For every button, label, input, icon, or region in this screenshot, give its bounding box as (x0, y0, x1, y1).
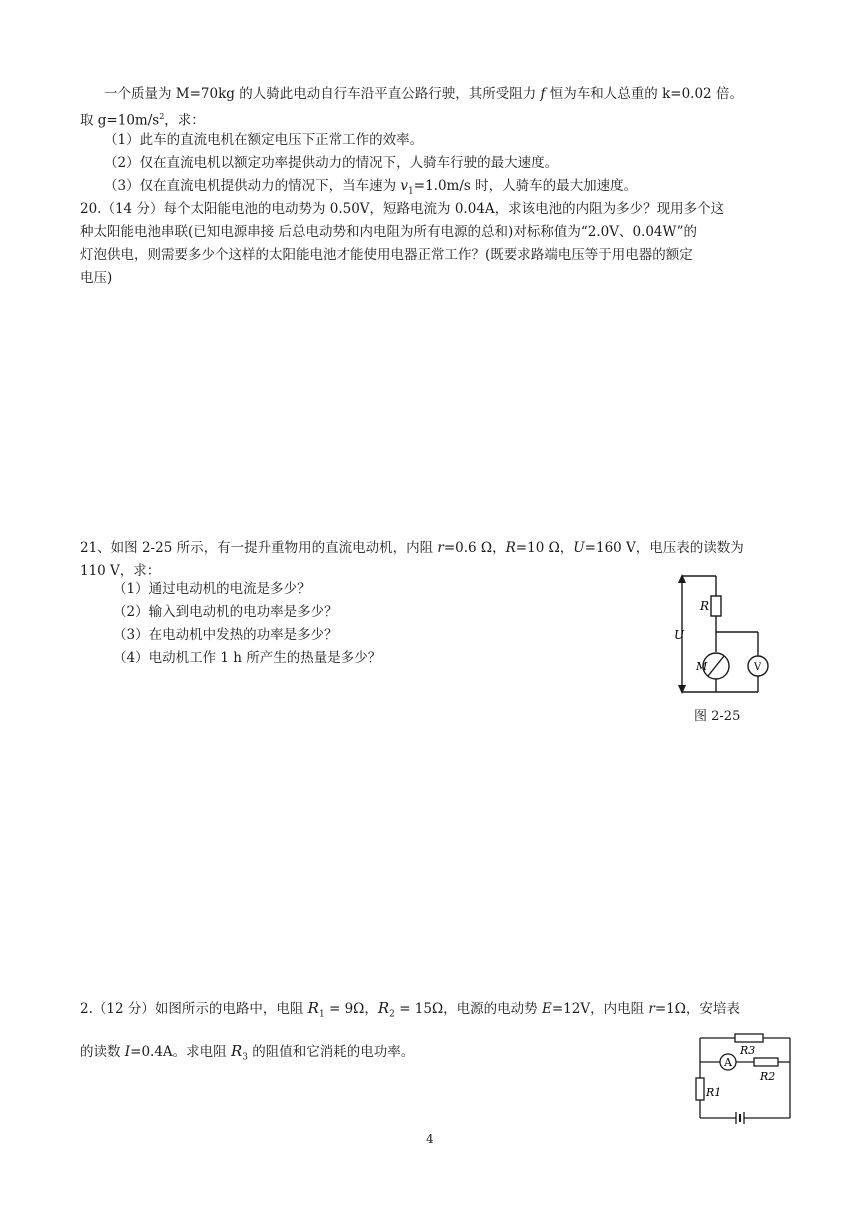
problem-2-line-1: 2.（12 分）如图所示的电路中，电阻 $R_1 = 9\Omega$，$R_2 = 15\Omega$，电源的电动势 E=12V，内电阻 r=1Ω，安培表 (80, 999, 740, 1020)
label-u: U (674, 628, 685, 642)
problem-20-line-2: 种太阳能电池串联(已知电源串接 后总电动势和内电阻为所有电源的总和)对标称值为“2.0V、0.04W”的 (80, 224, 698, 240)
label-v: V (754, 662, 762, 673)
intro-question-2: （2）仅在直流电机以额定功率提供动力的情况下，人骑车行驶的最大速度。 (104, 155, 559, 171)
problem-21-question-3: （3）在电动机中发热的功率是多少？ (113, 627, 338, 643)
resistor-r3 (735, 1034, 763, 1042)
problem-20-line-3: 灯泡供电，则需要多少个这样的太阳能电池才能使用电器正常工作？(既要求路端电压等于用电器的额定 (80, 247, 693, 263)
problem-21-question-4: （4）电动机工作 1 h 所产生的热量是多少？ (113, 650, 382, 666)
problem-21-line-2: 110 V，求： (80, 563, 161, 579)
figure-2-25-caption: 图 2-25 (694, 709, 741, 724)
problem-2-circuit (690, 1030, 800, 1126)
resistor-r1 (696, 1078, 704, 1100)
label-r1: R1 (706, 1086, 722, 1099)
page-number: 4 (426, 1132, 434, 1146)
label-r2: R2 (760, 1070, 776, 1083)
problem-20-line-4: 电压) (80, 270, 113, 286)
problem-21-question-1: （1）通过电动机的电流是多少？ (113, 581, 311, 597)
problem-2-line-2: 的读数 I=0.4A。求电阻 $R_3$ 的阻值和它消耗的电功率。 (80, 1042, 415, 1063)
intro-question-3: （3）仅在直流电机提供动力的情况下，当车速为 $v_1=1.0m/s$ 时，人骑车的最大加速度。 (104, 178, 638, 197)
label-r3: R3 (740, 1044, 756, 1057)
resistor-r2 (754, 1058, 778, 1066)
label-a: A (724, 1056, 732, 1069)
problem-20-line-1: 20.（14 分）每个太阳能电池的电动势为 0.50V，短路电流为 0.04A，求该电池的内阻为多少？现用多个这 (80, 201, 725, 217)
resistor-r (711, 596, 721, 616)
intro-line-2: 取 $g=10m/s^2$，求： (80, 112, 205, 129)
intro-question-1: （1）此车的直流电机在额定电压下正常工作的效率。 (104, 132, 424, 148)
problem-21-line-1: 21、如图 2-25 所示，有一提升重物用的直流电动机，内阻 r=0.6 Ω，R=10 Ω，U=160 V，电压表的读数为 (80, 540, 744, 556)
label-r: R (700, 599, 710, 613)
figure-2-25-circuit (660, 566, 780, 702)
label-m: M (696, 660, 708, 673)
problem-21-question-2: （2）输入到电动机的电功率是多少？ (113, 604, 338, 620)
intro-line-1: 一个质量为 M=70kg 的人骑此电动自行车沿平直公路行驶，其所受阻力 f 恒为车和人总重的 k=0.02 倍。 (104, 86, 743, 102)
motor-slash (708, 656, 724, 676)
